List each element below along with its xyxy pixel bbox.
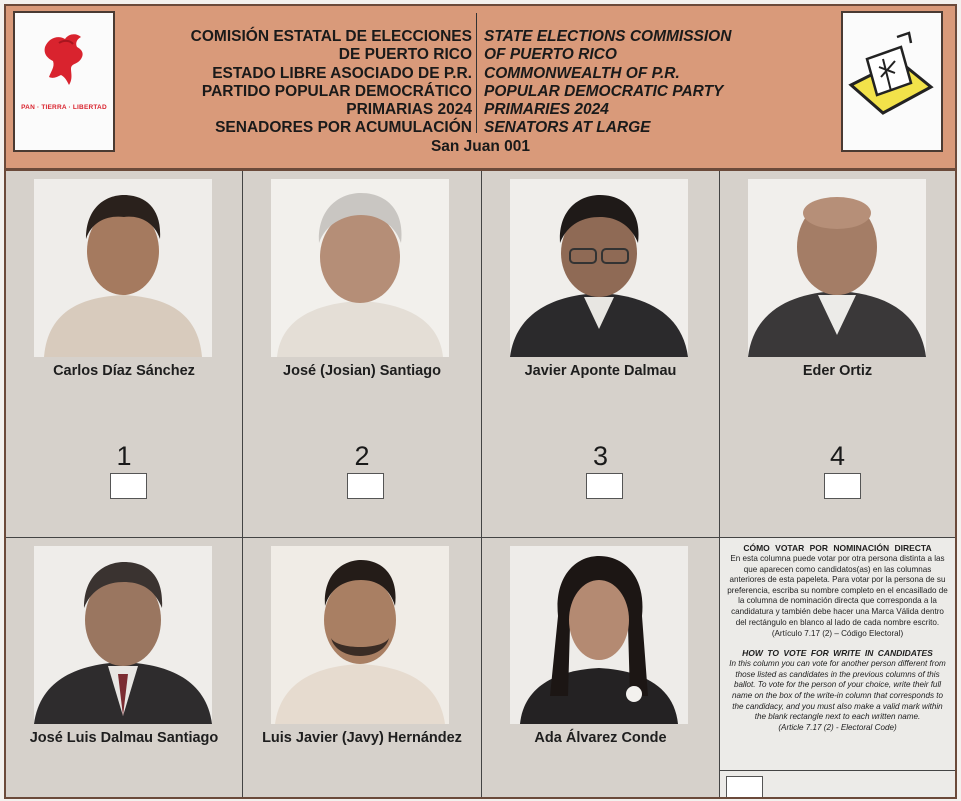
portrait-image: [271, 179, 449, 357]
candidate-name: Javier Aponte Dalmau: [524, 363, 677, 379]
vote-box[interactable]: [110, 473, 147, 499]
candidate-name: Eder Ortiz: [802, 363, 873, 379]
ballot-header: [6, 6, 955, 171]
candidate-photo: [34, 179, 212, 357]
write-in-cell: [720, 538, 955, 799]
candidate-photo: [748, 179, 926, 357]
portrait-image: [748, 179, 926, 357]
write-in-title-en: HOW TO VOTE FOR WRITE IN CANDIDATES: [742, 648, 933, 659]
candidate-cell: [243, 538, 482, 799]
candidate-cell: [243, 171, 482, 538]
candidate-name: Carlos Díaz Sánchez: [53, 363, 195, 379]
candidate-cell: [482, 171, 720, 538]
header-divider: [476, 13, 477, 133]
header-spanish: [124, 28, 472, 138]
pava-icon: [15, 13, 113, 103]
precinct-label: San Juan 001: [430, 138, 531, 155]
candidate-number: 2: [354, 441, 370, 471]
candidate-cell: [482, 538, 720, 799]
ballot-box-logo: [841, 11, 943, 152]
ballot: [4, 4, 957, 799]
header-es-line: PRIMARIAS 2024: [346, 101, 472, 119]
candidate-name: José Luis Dalmau Santiago: [29, 730, 219, 746]
candidate-photo: [34, 546, 212, 724]
portrait-image: [34, 179, 212, 357]
write-in-divider: [720, 770, 955, 771]
ballot-box-icon: [843, 13, 941, 150]
write-in-cite-en: (Article 7.17 (2) - Electoral Code): [778, 722, 897, 732]
write-in-vote-box[interactable]: [726, 776, 763, 799]
candidate-name: José (Josian) Santiago: [283, 363, 441, 379]
candidate-name: Ada Álvarez Conde: [534, 730, 667, 746]
candidate-number: 1: [116, 441, 132, 471]
write-in-body-en: In this column you can vote for another person different from those listed as candidates in the previous columns of this ballot. To vote for the person of your choice, write their full name on the box of the write-in column that corresponds to the candidacy, and you must also make a valid mark within the blank rectangle next to each written name.: [729, 659, 946, 722]
header-es-line: SENADORES POR ACUMULACIÓN: [215, 119, 472, 137]
header-en-line: COMMONWEALTH OF P.R.: [484, 64, 680, 82]
write-in-instructions: [720, 538, 955, 732]
write-in-title-es: CÓMO VOTAR POR NOMINACIÓN DIRECTA: [743, 543, 932, 553]
candidate-number: 4: [829, 441, 846, 471]
candidate-cell: [6, 171, 243, 538]
header-en-line: PRIMARIES 2024: [484, 101, 609, 119]
header-es-line: ESTADO LIBRE ASOCIADO DE P.R.: [212, 64, 472, 82]
candidate-cell: [720, 171, 955, 538]
candidate-cell: [6, 538, 243, 799]
header-es-line: COMISIÓN ESTATAL DE ELECCIONES: [190, 28, 472, 45]
header-english: [484, 28, 824, 138]
header-en-line: SENATORS AT LARGE: [484, 119, 651, 137]
header-en-line: STATE ELECTIONS COMMISSION: [484, 28, 732, 45]
portrait-image: [510, 179, 688, 357]
candidate-photo: [510, 546, 688, 724]
candidate-number: 3: [592, 441, 609, 471]
portrait-image: [34, 546, 212, 724]
candidate-name: Luis Javier (Javy) Hernández: [262, 730, 462, 746]
portrait-image: [271, 546, 449, 724]
header-es-line: DE PUERTO RICO: [338, 46, 472, 64]
party-logo: [13, 11, 115, 152]
party-logo-text: PAN · TIERRA · LIBERTAD: [21, 104, 107, 111]
candidate-photo: [271, 546, 449, 724]
vote-box[interactable]: [347, 473, 384, 499]
candidate-photo: [271, 179, 449, 357]
write-in-body-es: En esta columna puede votar por otra persona distinta a las que aparecen como candidatos(as) en las columnas anteriores de esta papeleta. Para votar por la persona de su preferencia, escriba su nombre completo en el encasillado de la columna de nominación directa que corresponda a la candidatura y también debe hacer una Marca Válida dentro del rectángulo en blanco al lado de cada nombre escrito.: [727, 554, 948, 627]
header-es-line: PARTIDO POPULAR DEMOCRÁTICO: [201, 82, 472, 100]
vote-box[interactable]: [586, 473, 623, 499]
portrait-image: [510, 546, 688, 724]
header-en-line: POPULAR DEMOCRATIC PARTY: [484, 82, 724, 100]
header-en-line: OF PUERTO RICO: [484, 46, 617, 64]
candidate-photo: [510, 179, 688, 357]
write-in-cite-es: (Artículo 7.17 (2) – Código Electoral): [771, 629, 904, 639]
vote-box[interactable]: [824, 473, 861, 499]
